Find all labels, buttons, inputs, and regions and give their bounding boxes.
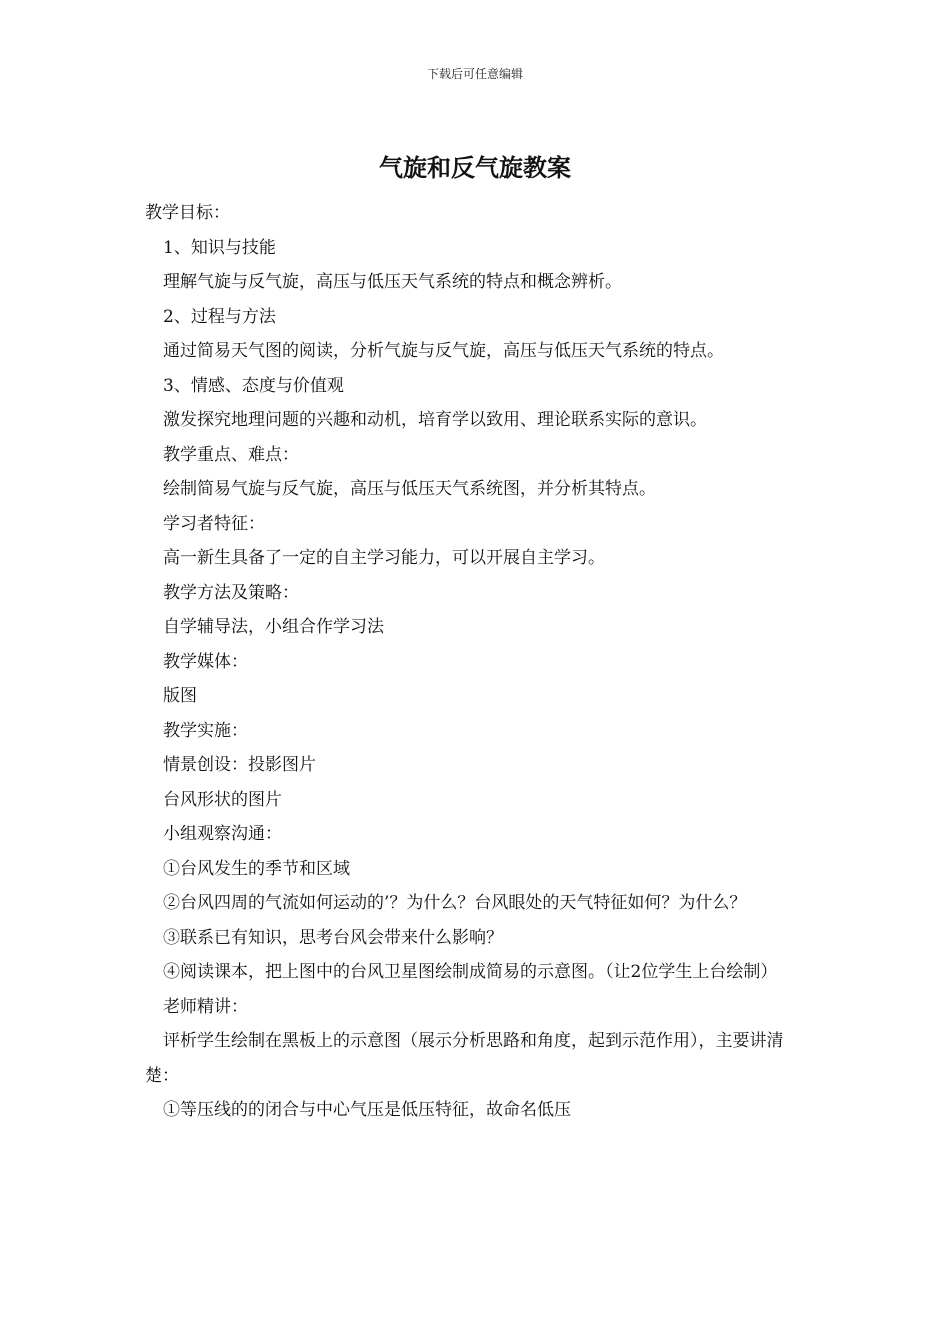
- paragraph: 自学辅导法，小组合作学习法: [163, 617, 384, 637]
- paragraph-learner-heading: 学习者特征：: [163, 513, 265, 534]
- paragraph-emotion-attitude-heading: 3、情感、态度与价值观: [163, 375, 344, 396]
- paragraph: 版图: [163, 686, 197, 706]
- paragraph-media-heading: 教学媒体：: [163, 651, 248, 672]
- paragraph: 通过简易天气图的阅读，分析气旋与反气旋，高压与低压天气系统的特点。: [163, 341, 724, 361]
- paragraph-teaching-goals: 教学目标：: [145, 203, 230, 223]
- paragraph-implementation-heading: 教学实施：: [163, 720, 248, 741]
- list-item: ③联系已有知识，思考台风会带来什么影响？: [163, 927, 503, 948]
- list-item: ①台风发生的季节和区域: [163, 858, 350, 879]
- paragraph: 台风形状的图片: [163, 789, 282, 810]
- paragraph: 情景创设：投影图片: [163, 755, 316, 775]
- list-item: ②台风四周的气流如何运动的’？为什么？台风眼处的天气特征如何？为什么？: [163, 893, 747, 913]
- document-body: [145, 196, 810, 1128]
- list-item: ④阅读课本，把上图中的台风卫星图绘制成简易的示意图。（让2位学生上台绘制）: [163, 962, 778, 982]
- paragraph: 评析学生绘制在黑板上的示意图（展示分析思路和角度，起到示范作用），主要讲清楚：: [145, 1031, 784, 1086]
- list-item: ①等压线的的闭合与中心气压是低压特征，故命名低压: [163, 1100, 571, 1120]
- paragraph-teacher-lecture-heading: 老师精讲：: [163, 996, 248, 1017]
- page-header: 下载后可任意编辑: [426, 67, 523, 81]
- paragraph-process-method-heading: 2、过程与方法: [163, 306, 276, 327]
- paragraph-knowledge-skills-heading: 1、知识与技能: [163, 237, 276, 258]
- document-title: 气旋和反气旋教案: [379, 153, 571, 182]
- paragraph-method-heading: 教学方法及策略：: [163, 582, 299, 603]
- paragraph: 绘制简易气旋与反气旋，高压与低压天气系统图，并分析其特点。: [163, 479, 656, 499]
- paragraph: 激发探究地理问题的兴趣和动机，培育学以致用、理论联系实际的意识。: [163, 410, 707, 430]
- paragraph-key-points-heading: 教学重点、难点：: [163, 444, 299, 465]
- paragraph: 理解气旋与反气旋，高压与低压天气系统的特点和概念辨析。: [163, 272, 622, 292]
- paragraph: 高一新生具备了一定的自主学习能力，可以开展自主学习。: [163, 548, 605, 568]
- paragraph-group-discussion-heading: 小组观察沟通：: [163, 824, 282, 844]
